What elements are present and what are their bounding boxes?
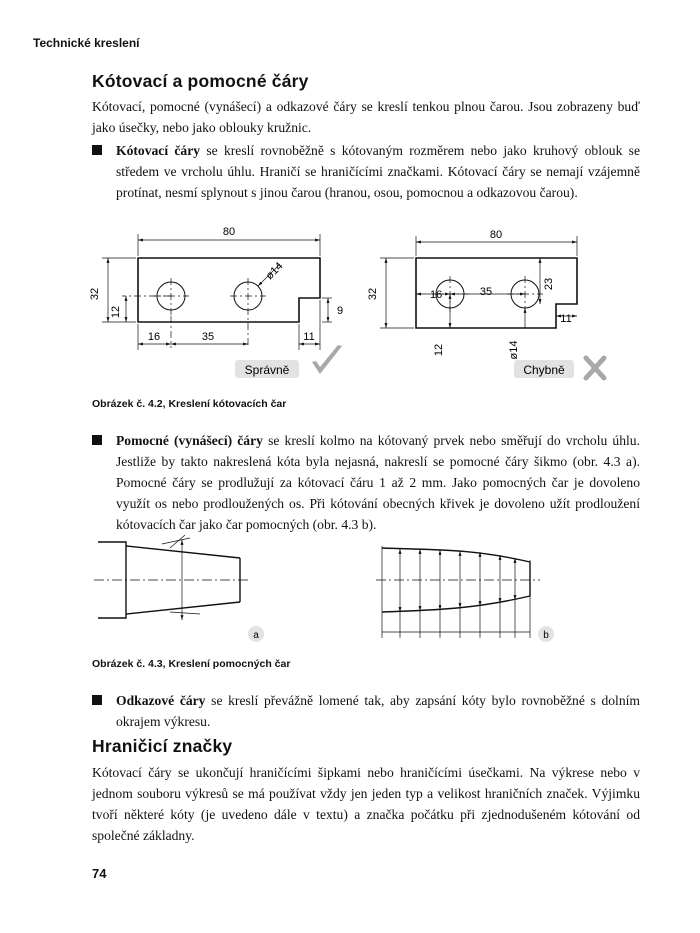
dim-32-right: 32 xyxy=(367,287,379,301)
section-title-terminators: Hraničicí značky xyxy=(92,736,233,756)
bullet-square-icon xyxy=(92,435,102,445)
dim-16-right: 16 xyxy=(430,289,443,301)
figure-4-3-caption: Obrázek č. 4.3, Kreslení pomocných čar xyxy=(92,658,291,670)
drawing-b xyxy=(376,546,540,638)
cross-mark-icon xyxy=(586,358,604,378)
label-b: b xyxy=(543,630,549,641)
figure-4-3 xyxy=(90,530,570,653)
bullet-dimension-lines xyxy=(92,140,640,203)
section-title-dimension-lines: Kótovací a pomocné čáry xyxy=(92,71,309,91)
dim-9-left: 9 xyxy=(336,305,344,317)
dim-diameter-right: ø14 xyxy=(508,340,520,360)
bullet-leader-lines xyxy=(92,690,640,732)
correct-label: Správně xyxy=(244,363,290,377)
check-mark-icon xyxy=(312,345,342,374)
intro-paragraph: Kótovací, pomocné (vynášecí) a odkazové čáry se kreslí tenkou plnou čarou. Jsou zobrazeny buď jako úsečky, nebo jako oblouky kružnic. xyxy=(92,99,640,135)
bullet-bold-term: Pomocné (vynášecí) čáry xyxy=(116,433,263,448)
bullet-extension-lines xyxy=(92,430,640,535)
left-drawing xyxy=(102,234,332,350)
dim-35-left: 35 xyxy=(201,331,215,343)
dim-11-right: 11 xyxy=(560,313,572,325)
bullet-bold-term: Kótovací čáry xyxy=(116,143,201,158)
label-a: a xyxy=(253,630,259,641)
page-number: 74 xyxy=(92,866,107,881)
dim-80-left: 80 xyxy=(222,226,236,238)
bullet-bold-term: Odkazové čáry xyxy=(116,693,206,708)
figure-4-2-caption: Obrázek č. 4.2, Kreslení kótovacích čar xyxy=(92,398,287,410)
dim-12-right: 12 xyxy=(433,343,445,357)
bullet-text: se kreslí rovnoběžně s kótovaným rozměrem nebo jako kruhový oblouk se středem ve vrcholu úhlu. Hraničí se hraničícími značkami. Kótovací čáry se nemají vzájemně protínat, nesmí splynout s jinou čarou (hranou, osou, pomocnou a odkazovou čarou). xyxy=(116,143,640,200)
wrong-label: Chybně xyxy=(523,363,565,377)
dim-16-left: 16 xyxy=(147,331,161,343)
dim-80-right: 80 xyxy=(489,229,503,241)
figure-4-2 xyxy=(80,222,640,392)
running-header: Technické kreslení xyxy=(33,36,140,50)
bullet-square-icon xyxy=(92,145,102,155)
bullet-text: se kreslí kolmo na kótovaný prvek nebo směřují do vrcholu úhlu. Jestliže by takto nakreslená kóta byla nejasná, nakreslí se pomocné čáry šikmo (obr. 4.3 a). Pomocné čáry se prodlužují za kótovací čáru 1 až 2 mm. Jako pomocných čar je dovoleno využít os nebo prodloužených os. Při kótování obecných křivek je dovoleno užít prodloužení kótovacích čar jako čar pomocných (obr. 4.3 b). xyxy=(116,433,640,532)
bullet-square-icon xyxy=(92,695,102,705)
dim-diameter-left: ø14 xyxy=(263,260,286,283)
bullet-text: se kreslí převážně lomené tak, aby zapsání kóty bylo rovnoběžné s dolním okrajem výkresu. xyxy=(116,693,640,729)
terminators-paragraph: Kótovací čáry se ukončují hraničícími šipkami nebo hraničícími úsečkami. Na výkrese nebo v jednom souboru výkresů se má používat vždy jen jeden typ a velikost hraničních značek. Výjimku tvoří některé kóty (je uvedeno dále v textu) a značka počátku při zjednodušeném kótování od společné základny. xyxy=(92,765,640,843)
dim-23-right: 23 xyxy=(543,277,555,291)
dim-35-right: 35 xyxy=(479,286,493,298)
dim-12-left: 12 xyxy=(110,305,122,319)
drawing-a xyxy=(94,535,250,620)
dim-32-left: 32 xyxy=(89,287,101,301)
dim-11-left: 11 xyxy=(303,331,315,343)
